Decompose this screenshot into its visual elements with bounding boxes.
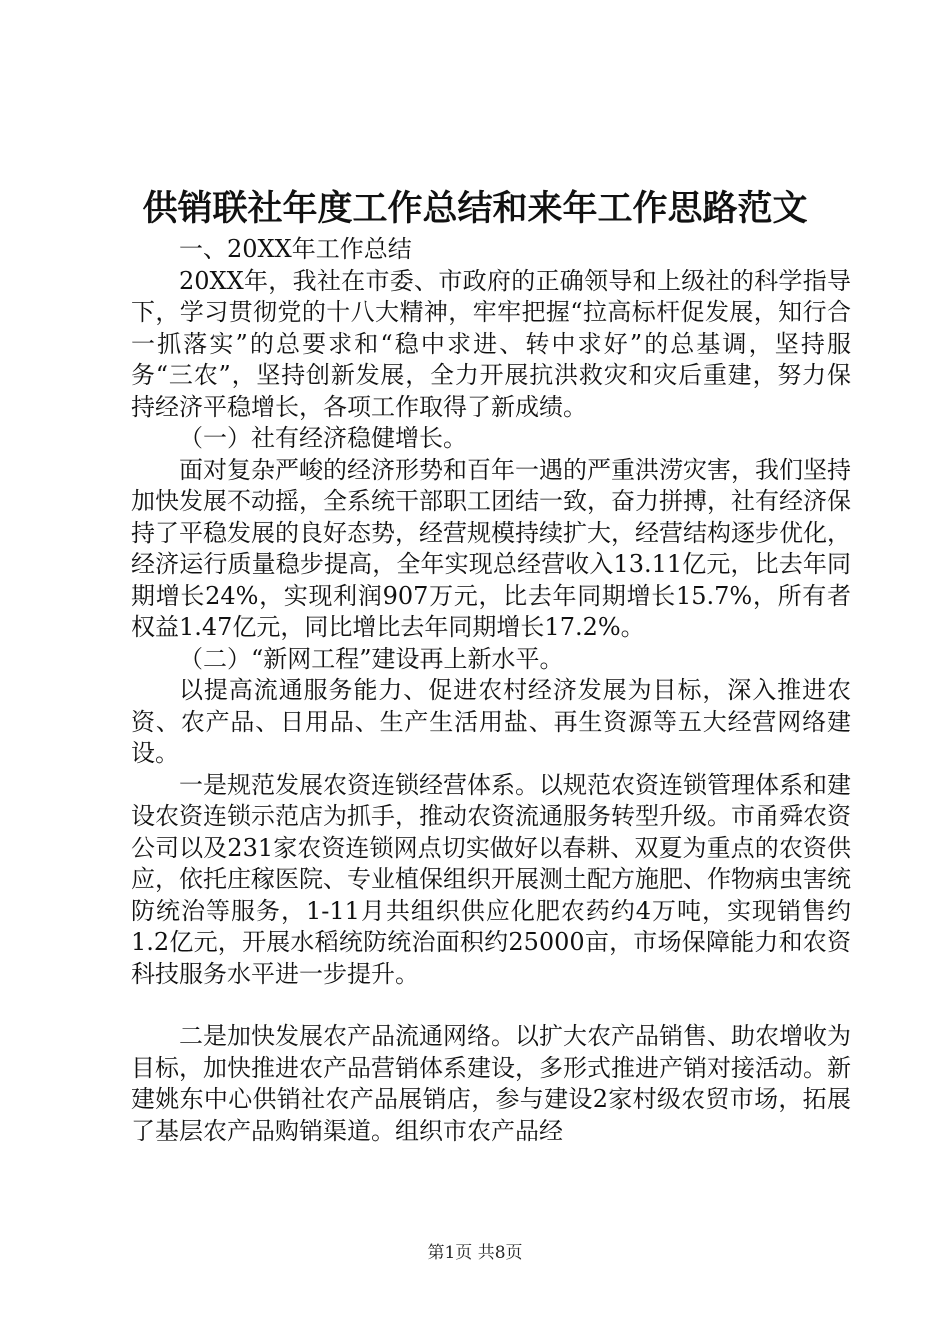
paragraph-gap xyxy=(131,990,851,1021)
section-heading-1: 一、20XX年工作总结 xyxy=(179,235,412,263)
paragraph-economy: 面对复杂严峻的经济形势和百年一遇的严重洪涝灾害，我们坚持加快发展不动摇，全系统干部职工团结一致，奋力拼搏，社有经济保持了平稳发展的良好态势，经营规模持续扩大，经营结构逐步优化，经济运行质量稳步提高，全年实现总经营收入13.11亿元，比去年同期增长24%，实现利润907万元，比去年同期增长15.7%，所有者权益1.47亿元，同比增比去年同期增长17.2%。 xyxy=(131,455,851,641)
document-body xyxy=(131,234,851,1147)
paragraph-intro: 20XX年，我社在市委、市政府的正确领导和上级社的科学指导下，学习贯彻党的十八大精神，牢牢把握“拉高标杆促发展，知行合一抓落实”的总要求和“稳中求进、转中求好”的总基调，坚持服务“三农”，坚持创新发展，全力开展抗洪救灾和灾后重建，努力保持经济平稳增长，各项工作取得了新成绩。 xyxy=(131,266,851,421)
paragraph-agri-products: 二是加快发展农产品流通网络。以扩大农产品销售、助农增收为目标，加快推进农产品营销体系建设，多形式推进产销对接活动。新建姚东中心供销社农产品展销店，参与建设2家村级农贸市场，拓展了基层农产品购销渠道。组织市农产品经 xyxy=(131,1022,851,1145)
sub-heading-2: （二）“新网工程”建设再上新水平。 xyxy=(179,644,564,673)
sub-heading-1: （一）社有经济稳健增长。 xyxy=(179,424,467,452)
page-footer: 第1页 共8页 xyxy=(427,1243,523,1263)
document-title: 供销联社年度工作总结和来年工作思路范文 xyxy=(142,188,808,229)
paragraph-agri-supplies: 一是规范发展农资连锁经营体系。以规范农资连锁管理体系和建设农资连锁示范店为抓手，推动农资流通服务转型升级。市甬舜农资公司以及231家农资连锁网点切实做好以春耕、双夏为重点的农资供应，依托庄稼医院、专业植保组织开展测土配方施肥、作物病虫害统防统治等服务，1-11月共组织供应化肥农药约4万吨，实现销售约1.2亿元，开展水稻统防统治面积约25000亩，市场保障能力和农资科技服务水平进一步提升。 xyxy=(131,770,851,988)
paragraph-network: 以提高流通服务能力、促进农村经济发展为目标，深入推进农资、农产品、日用品、生产生活用盐、再生资源等五大经营网络建设。 xyxy=(131,676,851,767)
